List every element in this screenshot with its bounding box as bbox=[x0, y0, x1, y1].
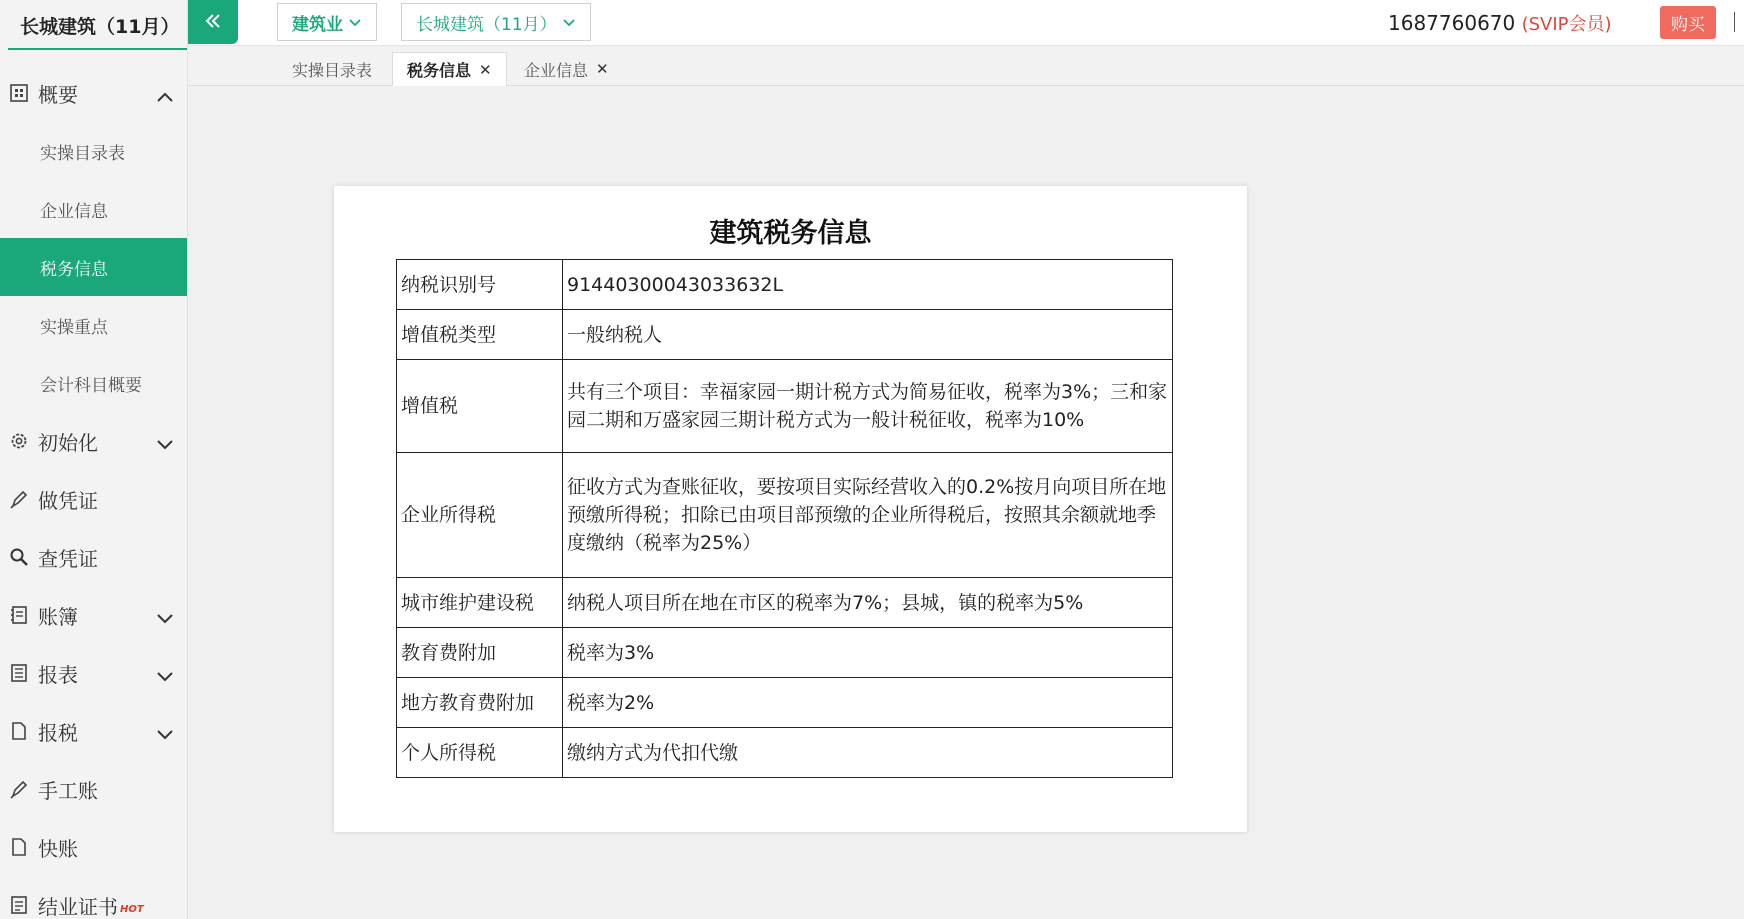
sidebar-item-label: 报表 bbox=[38, 662, 78, 687]
chevron-down-icon bbox=[157, 721, 173, 745]
chevron-down-icon bbox=[349, 12, 361, 32]
table-row bbox=[397, 678, 1173, 728]
tax-info-table bbox=[396, 259, 1173, 778]
row-key: 个人所得税 bbox=[397, 728, 563, 778]
row-key: 教育费附加 bbox=[397, 628, 563, 678]
hot-badge: HOT bbox=[120, 903, 144, 915]
sidebar-item-label: 概要 bbox=[38, 82, 78, 107]
table-row bbox=[397, 578, 1173, 628]
report-icon bbox=[8, 662, 30, 684]
row-value: 缴纳方式为代扣代缴 bbox=[563, 728, 1173, 778]
file-icon bbox=[8, 836, 30, 858]
company-header bbox=[0, 0, 187, 50]
sidebar-subitem-key-points[interactable]: 实操重点 bbox=[40, 317, 108, 338]
table-row bbox=[397, 453, 1173, 578]
collapse-sidebar-button[interactable] bbox=[188, 0, 238, 44]
sidebar-subitem-catalog[interactable]: 实操目录表 bbox=[40, 143, 125, 164]
sidebar bbox=[0, 0, 188, 919]
chevron-down-icon bbox=[157, 605, 173, 629]
row-key: 纳税识别号 bbox=[397, 260, 563, 310]
main-content bbox=[188, 87, 1744, 919]
phone-number: 1687760670 bbox=[1388, 11, 1516, 35]
pen-icon bbox=[8, 778, 30, 800]
tab-bar bbox=[188, 47, 1744, 86]
sidebar-item-label: 手工账 bbox=[38, 778, 98, 803]
close-icon[interactable]: ✕ bbox=[596, 60, 609, 78]
vip-badge: (SVIP会员) bbox=[1521, 14, 1612, 35]
sidebar-item-label: 快账 bbox=[38, 836, 78, 861]
row-value: 共有三个项目：幸福家园一期计税方式为简易征收，税率为3%；三和家园二期和万盛家园三期计税方式为一般计税征收，税率为10% bbox=[563, 360, 1173, 453]
page-title: 建筑税务信息 bbox=[709, 218, 872, 249]
industry-select[interactable] bbox=[277, 3, 377, 41]
sidebar-item-tax-filing[interactable] bbox=[0, 702, 187, 760]
sidebar-item-label: 账簿 bbox=[38, 604, 78, 629]
sidebar-item-label: 报税 bbox=[38, 720, 78, 745]
search-icon bbox=[8, 546, 30, 568]
row-key: 增值税 bbox=[397, 360, 563, 453]
row-key: 企业所得税 bbox=[397, 453, 563, 578]
row-value: 征收方式为查账征收，要按项目实际经营收入的0.2%按月向项目所在地预缴所得税；扣除已由项目部预缴的企业所得税后，按照其余额就地季度缴纳（税率为25%） bbox=[563, 453, 1173, 578]
pen-icon bbox=[8, 488, 30, 510]
sidebar-item-label: 做凭证 bbox=[38, 488, 98, 513]
gear-icon bbox=[8, 430, 30, 452]
sidebar-item-manual-ledger[interactable] bbox=[0, 760, 187, 818]
sidebar-item-label: 结业证书 bbox=[38, 894, 118, 919]
sidebar-item-overview[interactable] bbox=[0, 64, 187, 122]
row-value: 纳税人项目所在地在市区的税率为7%；县城，镇的税率为5% bbox=[563, 578, 1173, 628]
ledger-icon bbox=[8, 604, 30, 626]
close-icon[interactable]: ✕ bbox=[479, 60, 492, 79]
grid-icon bbox=[8, 82, 30, 104]
row-value: 一般纳税人 bbox=[563, 310, 1173, 360]
sidebar-item-label: 初始化 bbox=[38, 430, 98, 455]
buy-button[interactable]: 购买 bbox=[1660, 6, 1716, 39]
row-value: 税率为3% bbox=[563, 628, 1173, 678]
chevron-up-icon bbox=[157, 83, 173, 107]
tab-catalog[interactable] bbox=[278, 52, 386, 86]
table-row bbox=[397, 360, 1173, 453]
chevron-down-icon bbox=[157, 431, 173, 455]
certificate-icon bbox=[8, 894, 30, 916]
row-key: 增值税类型 bbox=[397, 310, 563, 360]
sidebar-subitem-accounts-overview[interactable]: 会计科目概要 bbox=[40, 375, 142, 396]
sidebar-subitem-tax-info[interactable]: 税务信息 bbox=[0, 238, 187, 296]
sidebar-item-certificate[interactable] bbox=[0, 876, 187, 919]
tab-tax-info[interactable] bbox=[392, 52, 507, 86]
table-row bbox=[397, 728, 1173, 778]
top-bar bbox=[188, 0, 1744, 46]
row-key: 城市维护建设税 bbox=[397, 578, 563, 628]
industry-select-value: 建筑业 bbox=[292, 14, 343, 35]
row-value: 税率为2% bbox=[563, 678, 1173, 728]
sidebar-item-init[interactable] bbox=[0, 412, 187, 470]
tab-company-info[interactable] bbox=[510, 52, 623, 86]
sidebar-item-reports[interactable] bbox=[0, 644, 187, 702]
row-key: 地方教育费附加 bbox=[397, 678, 563, 728]
sidebar-item-make-voucher[interactable] bbox=[0, 470, 187, 528]
tax-info-card bbox=[334, 186, 1247, 832]
file-icon bbox=[8, 720, 30, 742]
chevron-down-icon bbox=[157, 663, 173, 687]
sidebar-item-search-voucher[interactable] bbox=[0, 528, 187, 586]
sidebar-subitem-company-info[interactable]: 企业信息 bbox=[40, 201, 108, 222]
tab-label: 税务信息 bbox=[407, 61, 472, 80]
sidebar-item-label: 查凭证 bbox=[38, 546, 98, 571]
sidebar-nav bbox=[0, 64, 187, 919]
sidebar-item-quick-ledger[interactable] bbox=[0, 818, 187, 876]
company-select-value: 长城建筑（11月） bbox=[416, 14, 557, 35]
company-select[interactable] bbox=[401, 3, 591, 41]
table-row bbox=[397, 310, 1173, 360]
user-account[interactable] bbox=[1388, 10, 1612, 36]
row-value: 91440300043033632L bbox=[563, 260, 1173, 310]
tab-label: 企业信息 bbox=[524, 60, 589, 80]
chevron-down-icon bbox=[563, 12, 575, 32]
company-name[interactable]: 长城建筑（11月） bbox=[8, 12, 187, 50]
divider bbox=[1734, 12, 1735, 32]
table-row bbox=[397, 628, 1173, 678]
tab-label: 实操目录表 bbox=[292, 60, 373, 80]
table-row bbox=[397, 260, 1173, 310]
sidebar-item-ledger[interactable] bbox=[0, 586, 187, 644]
double-chevron-left-icon bbox=[205, 13, 221, 32]
